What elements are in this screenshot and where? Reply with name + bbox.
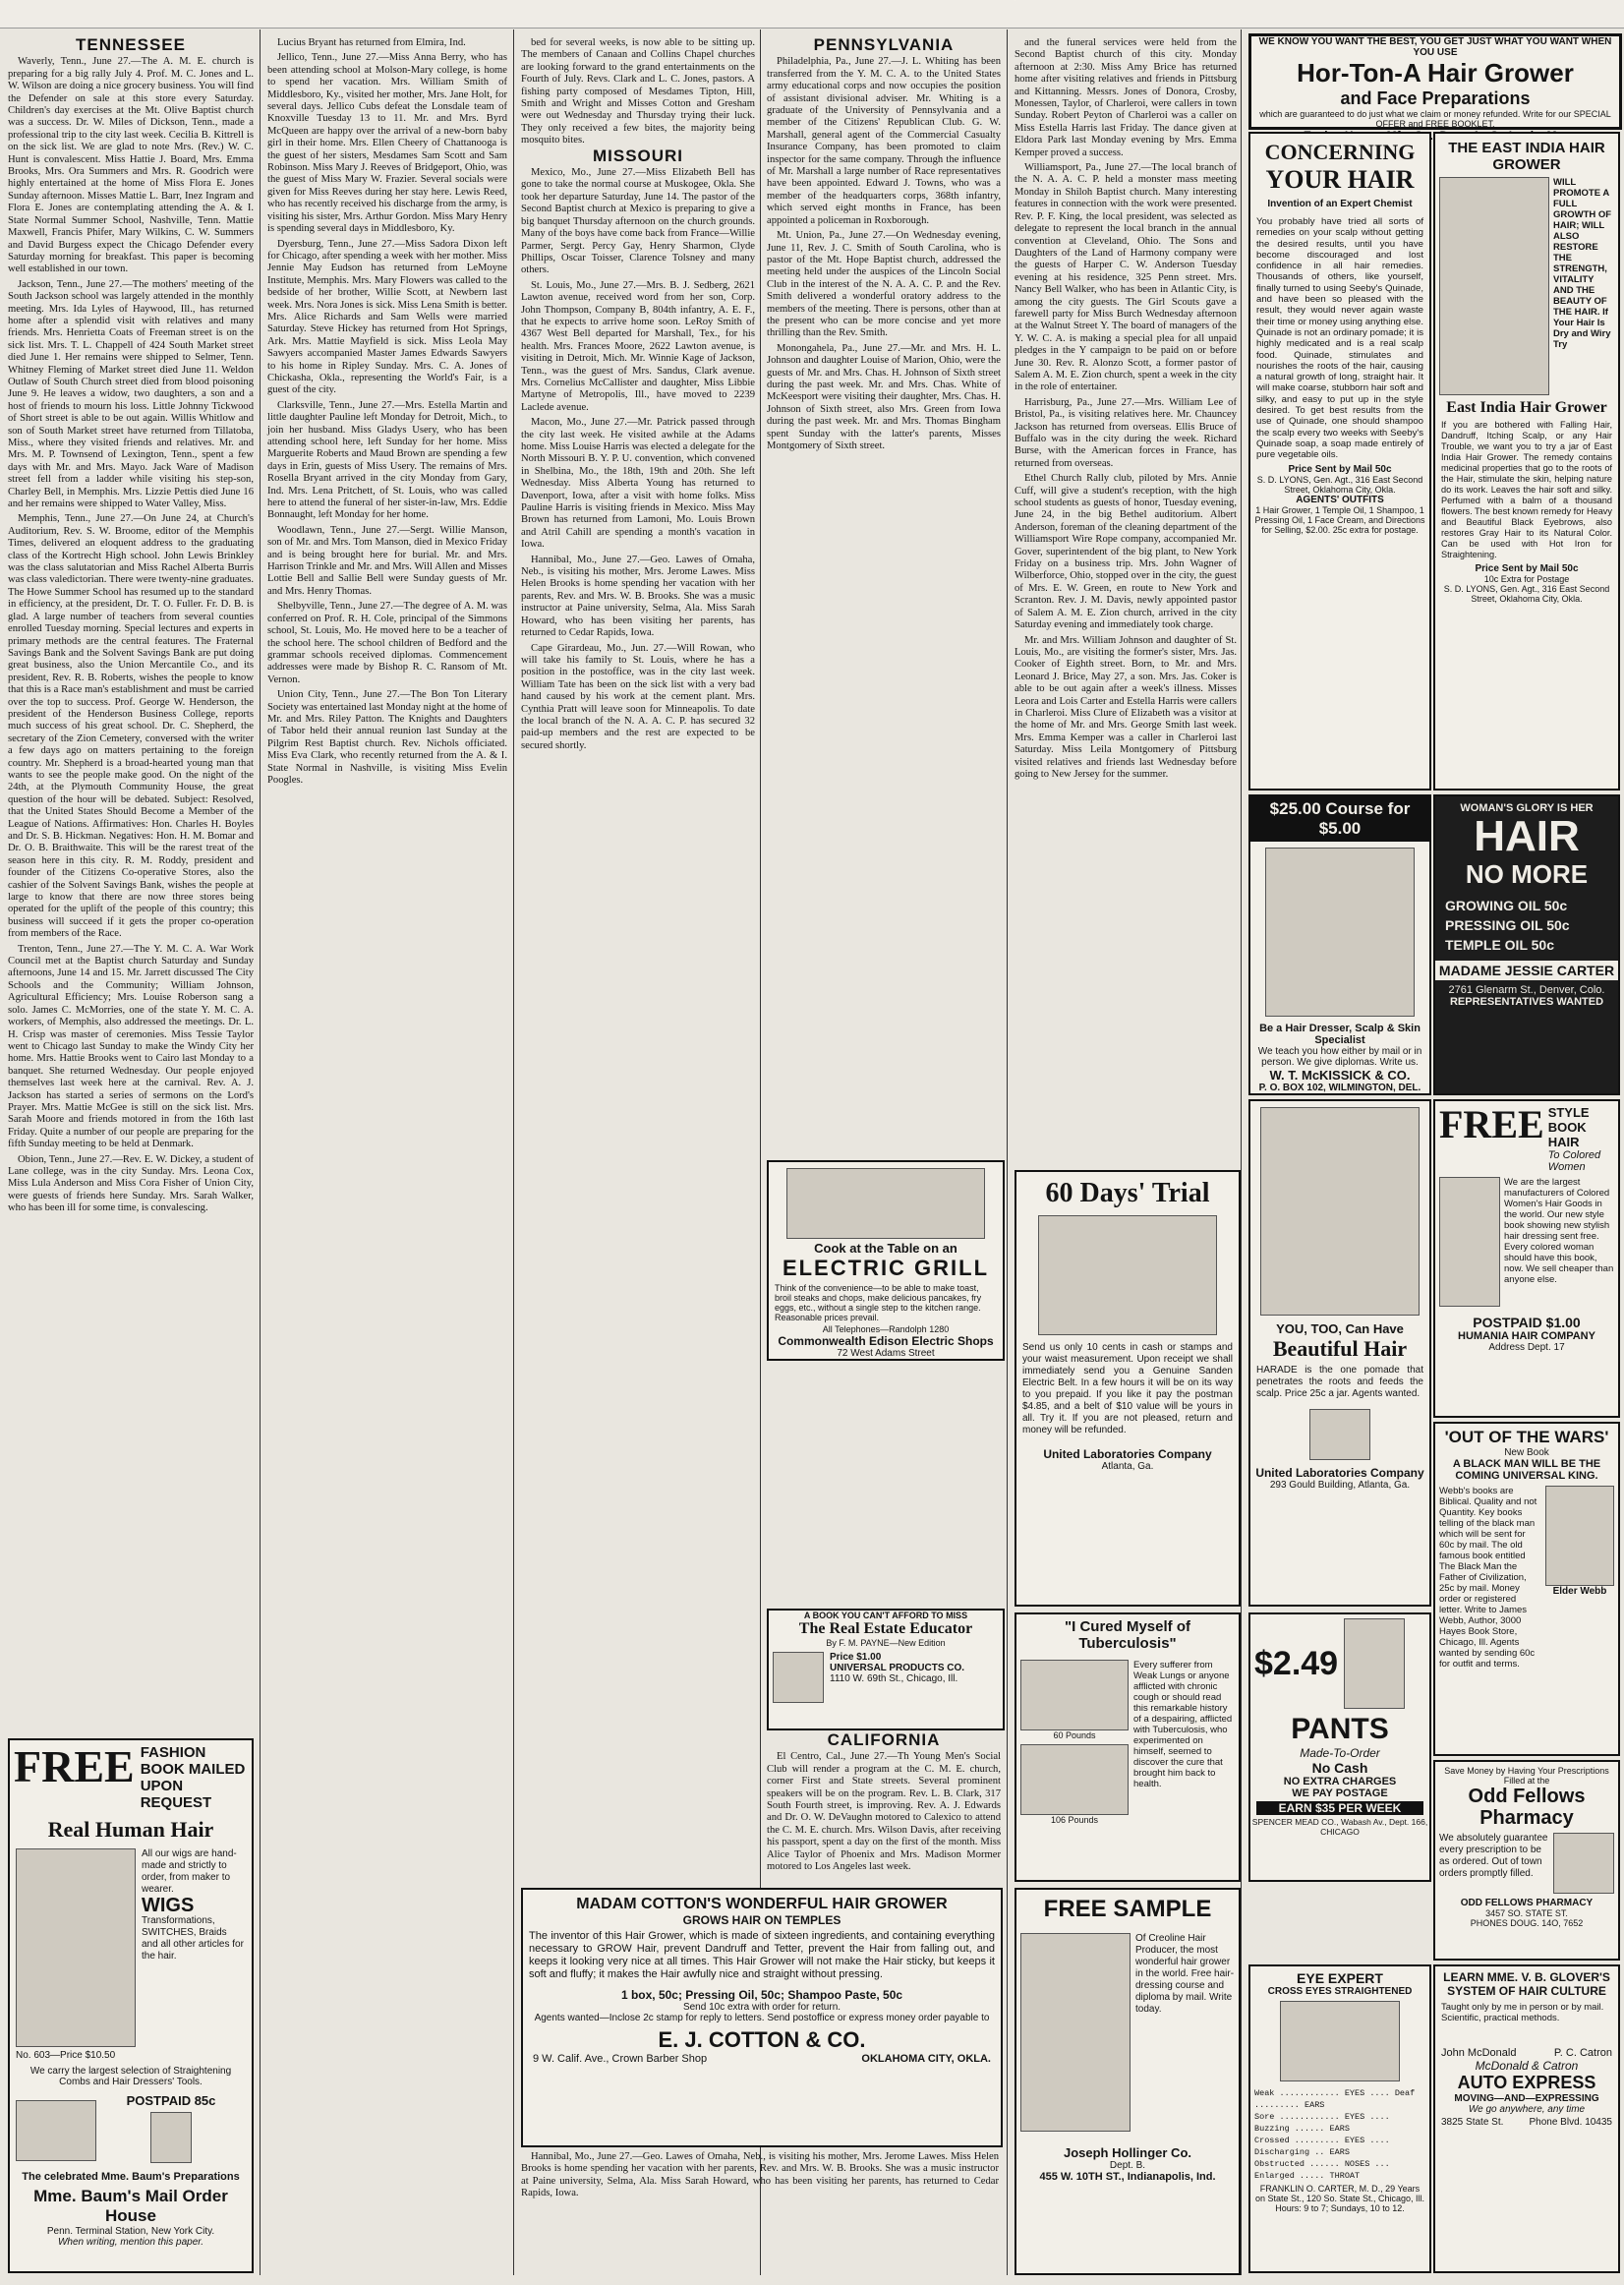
ad-hor-ton-a xyxy=(1248,33,1622,130)
ad-re-title: The Real Estate Educator xyxy=(798,1620,973,1637)
ad-concerning-title1: CONCERNING xyxy=(1264,140,1416,164)
ad-wars-title: 'OUT OF THE WARS' xyxy=(1444,1428,1609,1446)
ad-cotton-address: 9 W. Calif. Ave., Crown Barber Shop xyxy=(533,2053,708,2065)
ad-grill-phone: All Telephones—Randolph 1280 xyxy=(822,1324,950,1334)
news-paragraph: bed for several weeks, is now able to be sitting up. The members of Canaan and Collins Chapel churches are looking forward to the grand entertainments on the Fourth of July. Revs. Clark and L. C. Jones, pastors. A fishing party composed of Mesdames Tipton, Hill, Smith and Wright and Misses Cotton and Gresham were out Wednesday and Thursday trying their luck. They only received a few bites, the majority being mosquito bites. xyxy=(521,37,755,146)
ad-sample-body: Of Creoline Hair Producer, the most wonderful hair grower in the world. Free hair-dressing course and diploma by mail. Write today. xyxy=(1135,1933,1235,2015)
ad-trial-title: 60 Days' Trial xyxy=(1045,1178,1210,1208)
news-paragraph: Lucius Bryant has returned from Elmira, Ind. xyxy=(277,37,466,48)
ad-concerning-price: Price Sent by Mail 50c xyxy=(1288,463,1392,475)
ad-pants xyxy=(1248,1612,1431,1882)
book-image xyxy=(773,1652,824,1703)
ad-course-tag: Be a Hair Dresser, Scalp & Skin Specialist xyxy=(1259,1023,1421,1046)
news-paragraph: Ethel Church Rally club, piloted by Mrs. Annie Cuff, will give a student's reception, with the high school students as guests of honor, Tuesday evening, June 24, in the big Bethel auditorium. Albert Anderson, foreman of the cleaning department of the Williamsport Wire Rope company, accompanied Mr. Gover, superintendent of the big plant, to New York Friday on a business trip. Mrs. John Wagner of Wilberforce, Ohio, stopped over in the city, the guest of Mrs. E. W. Green, en route to New York and Scranton. Rev. J. M. Davis, newly appointed pastor of Salem A. M. E. Zion church, arrived in the city Saturday evening and immediately took charge. xyxy=(1015,473,1237,631)
ad-re-author: By F. M. PAYNE—New Edition xyxy=(826,1638,946,1648)
section-heading-missouri: MISSOURI xyxy=(592,146,684,165)
ad-fashion-title: FASHION BOOK MAILED UPON REQUEST xyxy=(140,1744,246,1811)
ad-price-note: No. 603—Price $10.50 xyxy=(16,2050,116,2061)
ad-wars-body: Webb's books are Biblical. Quality and not Quantity. Key books telling of the black man which will be sent for 60c by mail. The old famous book entitled The Black Man the Father of Civilization, 25c by mail. Money order or registered letter. Write to James Webb, Author, 3000 Hayes Book Store, Chicago, Ill. Agents wanted by sending 60c for outfit and terms. xyxy=(1439,1486,1537,1670)
ad-wigs-label: WIGS xyxy=(142,1895,195,1916)
ad-baum-company: Mme. Baum's Mail Order House xyxy=(33,2187,228,2225)
ad-wars-tagline: A BLACK MAN WILL BE THE COMING UNIVERSAL KING. xyxy=(1452,1458,1601,1482)
ad-catron-line: We go anywhere, any time xyxy=(1468,2104,1586,2115)
ad-concerning-title2: YOUR HAIR xyxy=(1265,165,1415,194)
ad-catron-name: John McDonald xyxy=(1441,2047,1517,2059)
ad-carter-address: 2761 Glenarm St., Denver, Colo. xyxy=(1448,984,1605,996)
news-paragraph: Mr. and Mrs. William Johnson and daughter of St. Louis, Mo., are visiting the former's sister, Mrs. Jas. Cooker of Eighth street. Born, to Mr. and Mrs. Leonard J. Brice, May 27, a son. Mrs. Jas. Coker is able to be out again after a week's illness. Misses Leora and Lois Carter and Estella Harris were callers in Charleroi. Miss Clure of Elizabeth was a visitor at the home of Mr. and Mrs. George Smith last week. Mrs. Emma Kemper was a caller in Charleroi last Saturday. Miss Leila Montgomery of Pittsburg visited relatives and friends last Wednesday before going to New Jersey for the summer. xyxy=(1015,634,1237,780)
ad-horton-subtitle: and Face Preparations xyxy=(1340,88,1531,108)
ad-beautiful-body: HARADE is the one pomade that penetrates the roots and feeds the scalp. Price 25c a jar. Agents wanted. xyxy=(1256,1365,1423,1399)
news-paragraph: Union City, Tenn., June 27.—The Bon Ton Literary Society was entertained last Monday night at the home of Mr. and Mrs. Riley Patton. The Knights and Daughters of Tabor held their annual reunion last Sunday at the Pilgrim Rest Baptist church. Rev. Nichols officiated. Miss Eva Clark, who recently returned from the A. & I. State Normal in Nashville, is visiting Miss Evelin Poogles. xyxy=(267,689,507,786)
ad-tb-label: 106 Pounds xyxy=(1050,1815,1099,1825)
news-paragraph: El Centro, Cal., June 27.—Th Young Men's Social Club will render a program at the C. M. E. church, corner First and State streets. Several prominent speakers will be on the program. Rev. L. B. Clark, 317 South Fourth street, is improving. Rev. A. J. Edwards and Dr. O. W. DeVaughn motored to Calexico to attend the C. M. E. church. Mrs. Wilson Davis, after receiving his passport, spent a day on the first of the month. Miss Alice Taylor of Phoenix and Mrs. Madison Mormer motored to Los Angeles last week. xyxy=(767,1751,1001,1873)
ad-odd-address: 3457 SO. STATE ST. xyxy=(1485,1908,1568,1918)
ad-mme-baum xyxy=(8,1738,254,2273)
ad-cotton-title: MADAM COTTON'S WONDERFUL HAIR GROWER xyxy=(576,1896,948,1912)
ad-cotton-body: The inventor of this Hair Grower, which is made of sixteen ingredients, and containing everything necessary to GROW Hair, prevent Dandruff and Tetter, prevent the Hair from falling out, and keeps it looking very nice at all times. This Hair Grower will not make the Hair sticky, but keeps it soft and fluffy; it makes the Hair awfully nice and straight without pressing. xyxy=(529,1930,995,1980)
woman-portrait-image xyxy=(1260,1107,1420,1316)
ad-eye-row: Obstructed ...... NOSES ... Enlarged ..... THROAT xyxy=(1254,2159,1390,2181)
column-3-bottom xyxy=(521,2151,999,2269)
section-heading-california: CALIFORNIA xyxy=(827,1730,941,1749)
ad-eye-title: EYE EXPERT xyxy=(1297,1970,1383,1986)
news-paragraph: Jellico, Tenn., June 27.—Miss Anna Berry, who has been attending school at Molson-Mary college, is home to spend her vacation. Mrs. William Smith of Middlesboro, Ky., visited her mother, Mrs. Jane Holt, for several days. Jellico Cubs defeat the Lonsdale team of Knoxville Tuesday 13 to 11. Mr. and Mrs. Byrd McQueen are happy over the arrival of a new-born baby girl in their home. Mrs. Ellen Cheery of Chattanooga is the guest of her sisters, Mesdames Sam Scott and Sam Robinson. Miss Mary J. Reeves of Bridgeport, Ohio, was the guest of Miss Mary W. Frazier. Several socials were given for Miss Reeves during her stay here. Lewis Reed, who has recently received his discharge from the army, is visiting his sister, Mrs. Arthur Gordon. Miss Mary Henry is spending several days in Middlesboro, Ky. xyxy=(267,52,507,235)
healthy-man-image xyxy=(1020,1744,1129,1815)
ad-pants-nocash: No Cash xyxy=(1311,1760,1368,1776)
ad-carter-top: WOMAN'S GLORY IS HER xyxy=(1460,802,1594,814)
ad-pants-price: $2.49 xyxy=(1254,1644,1339,1682)
ad-madam-cotton xyxy=(521,1888,1003,2147)
ad-eye-row: Crossed ......... EYES .... Discharging .. EARS xyxy=(1254,2136,1390,2157)
ad-glover-title: LEARN MME. V. B. GLOVER'S SYSTEM OF HAIR CULTURE xyxy=(1443,1970,1610,1998)
ad-catron-express-sub: MOVING—AND—EXPRESSING xyxy=(1454,2093,1599,2104)
ad-cotton-agents: Agents wanted—Inclose 2c stamp for reply to letters. Send postoffice or express money order payable to xyxy=(534,2013,990,2023)
news-paragraph: Trenton, Tenn., June 27.—The Y. M. C. A. War Work Council met at the Baptist church Saturday and Sunday afternoons, June 14 and 15. Mr. Jarrett discussed The City Schools and the Community; William Johnson, Agricultural Efficiency; Mrs. Louise Roberson sang a solo. James C. McMorries, one of the state Y. M. C. A. workers, of Memphis, also addressed the meetings. Dr. L. H. Crisp was master of ceremonies. Miss Tessie Taylor went to Chicago last Sunday to make the Windy City her home. Mrs. Hattie Brooks went to Cairo last Monday to a banquet. She returned Wednesday. Our people enjoyed themselves last week here at the carnival. Rev. A. J. Jackson has started a series of sermons on the Lord's Prayer. Mrs. Mattie McGee is still on the sick list. Mrs. Sarah Moore and friends motored in from the 16th last Friday. Quite a number of our people are preparing for the fifth Sunday meeting to be held at Denmark. xyxy=(8,943,254,1150)
ad-concerning-address: S. D. LYONS, Gen. Agt., 316 East Second Street, Oklahoma City, Okla. xyxy=(1256,474,1423,495)
grill-image xyxy=(786,1168,985,1239)
ad-carter-name: MADAME JESSIE CARTER xyxy=(1435,961,1618,980)
ad-electric-grill xyxy=(767,1160,1005,1361)
ad-pants-sub: Made-To-Order xyxy=(1300,1746,1380,1760)
ad-eastindia-body: If you are bothered with Falling Hair, Dandruff, Itching Scalp, or any Hair Trouble, we want you to try a jar of East India Hair Grower. The remedy contains medicinal properties that go to the roots of the Hair, stimulate the skin, helping nature do its work. Leaves the hair soft and silky. Perfumed with a balm of a thousand flowers. The best known remedy for Heavy and Beautiful Black Eyebrows, also restores Gray Hair to its Natural Color. Can be used with Hot Iron for Straightening. xyxy=(1441,420,1612,559)
ad-sample-dept: Dept. B. xyxy=(1109,2160,1146,2171)
ad-concerning-outfit: 1 Hair Grower, 1 Temple Oil, 1 Shampoo, 1 Pressing Oil, 1 Face Cream, and Directions for Selling, $2.00. 25c extra for postage. xyxy=(1254,504,1425,535)
news-paragraph: Shelbyville, Tenn., June 27.—The degree of A. M. was conferred on Prof. R. H. Cole, principal of the Simmons school, St. Louis, Mo. He moved here to be a teacher of the school here. The school children of Bedford and the grammar schools received diplomas. Commencement addresses were made by Bishop R. C. Ransom of Mt. Vernon. xyxy=(267,601,507,685)
ad-free-sample xyxy=(1015,1888,1241,2275)
news-paragraph: Clarksville, Tenn., June 27.—Mrs. Estella Martin and little daughter Pauline left Monday for Detroit, Mich., to join her husband. Miss Gladys Usery, who has been attending school here, left Sunday for her home. Miss Marguerite Roberts and Maud Brown are spending a few days in Erin, guests of Miss Usery. The remains of Mrs. Rosella Bryant arrived in the city Monday from Gary, Ind. Mrs. Lena Pritchett, of St. Louis, who was called here to attend the funeral of her sister-in-law, Mrs. Eddie Bonnaught, left Monday for her home. xyxy=(267,399,507,521)
ad-baum-footer: When writing, mention this paper. xyxy=(57,2237,204,2248)
news-paragraph: Memphis, Tenn., June 27.—On June 24, at Church's Auditorium, Rev. S. W. Broome, editor of the Memphis Times, delivered an eloquent address to the graduating class of the Kortrecht High school. John Lewis Brinkley was the class salutatorian and Miss Rachel Alberta Burris was class valedictorian. There were twenty-nine graduates. The Howe Summer School has resumed up to the standard in efficiency, at the president, Dr. T. O. Fuller. Fr. D. B. is glad. A large number of teachers from several counties enrolled Tuesday morning. Special lectures and experts in primary methods are the central features. The Fraternal Savings Bank and the Solvent Savings Bank are put doing great business, also the Union Mercantile Co., and its president, Rev. R. B. Roberts, wishes the people to know that this is a Race man's establishment and must be carried over the top to success. Prof. George W. Henderson, the president of the Henderson Business College, reports much success of his great school. Dr. C. Shepherd, the secretary of the Zion Cemetery, conversed with the writer a few days ago on matters pertaining to the foreign country. Mr. Shepherd is a broad-hearted young man that wants to see the people make good. On the night of the 24th, at the Plymouth Community House, the great question of the hour will be debated. Subject: Resolved, that the United States Should Become a Member of the League of Nations. Affirmatives: Hon. Charles H. Boyles and Dr. S. B. Hickman. Negatives: Hon. H. M. Bomar and Dr. O. B. Braithwaite. This will be the rarest treat of the season here in this city. R. M. Roddy, president and founder of the Citizens Co-operative Stores, also the cashier of the Solvent Savings Bank, wishes the people at large to know that there are now three stores being operated for the uplift of the people of this country; this business will succeed if it gets the proper co-operation from members of the Race. xyxy=(8,513,254,940)
ad-course-company: W. T. McKISSICK & CO. xyxy=(1269,1068,1411,1083)
ad-sample-title: FREE SAMPLE xyxy=(1043,1896,1212,1922)
ad-madame-carter xyxy=(1433,794,1620,1095)
ad-course-title: $25.00 Course for $5.00 xyxy=(1250,796,1429,842)
ad-eye-sub: CROSS EYES STRAIGHTENED xyxy=(1267,1986,1413,1997)
ad-horton-top: WE KNOW YOU WANT THE BEST, YOU GET JUST WHAT YOU WANT WHEN YOU USE xyxy=(1258,36,1612,58)
section-heading-tennessee: TENNESSEE xyxy=(76,35,186,54)
ad-re-company: UNIVERSAL PRODUCTS CO. xyxy=(830,1663,965,1673)
electric-belt-image xyxy=(1038,1215,1217,1335)
news-paragraph: Dyersburg, Tenn., June 27.—Miss Sadora Dixon left for Chicago, after spending a week with her mother. Miss Jennie May Eudson has returned from LeMoyne Institute, Memphis. Mrs. Mary Flowers was called to the bedside of her brother, Willie Scott, at Newbern last week. Mrs. Nora Jones is sick. Miss Lena Smith is better. Mrs. Alice Richards and Sam Wells were married Saturday. Steve Hickey has returned from Hot Springs, Ark. Mrs. Mattie Mayfield is sick. Miss Leola May Sawyers accompanied Master James Edwards Sawyers to his home in Ripley Sunday. Mrs. C. A. Jones of Chickasha, Okla., representing the World's Fair, is a guest of the city. xyxy=(267,238,507,396)
ad-pants-postage: WE PAY POSTAGE xyxy=(1292,1787,1388,1799)
ad-baum-address: Penn. Terminal Station, New York City. xyxy=(46,2226,215,2237)
ad-trial-address: Atlanta, Ga. xyxy=(1101,1461,1154,1472)
ad-grill-company: Commonwealth Edison Electric Shops xyxy=(778,1334,994,1348)
ad-wig-body: All our wigs are hand-made and strictly to order, from maker to wearer. xyxy=(142,1848,237,1895)
ad-carter-title: HAIR xyxy=(1474,812,1580,860)
ad-tools-line: We carry the largest selection of Straightening Combs and Hair Dressers' Tools. xyxy=(29,2066,232,2087)
ad-concerning-sub: Invention of an Expert Chemist xyxy=(1267,199,1413,209)
news-paragraph: and the funeral services were held from the Second Baptist church of this city. Monday afternoon at 2:30. Miss Amy Brice has returned home after visiting relatives and friends in Pittsburg and Kittanning. Messrs. Jones of Donora, Crosby, Monessen, Taylor, of Charleroi, were callers in town Sunday. Robert Peyton of Charleroi was a caller on Miss Estella Harris last Friday. The dance given at Eldora Park last Monday evening by Mrs. Emma Kemper proved a success. xyxy=(1015,37,1237,158)
ad-postpaid: POSTPAID 85c xyxy=(126,2093,216,2108)
news-paragraph: Williamsport, Pa., June 27.—The local branch of the N. A. A. C. P. held a monster mass meeting Monday in Shiloh Baptist church. Many interesting features in connection with the work were presented. Rev. P. F. King, the local president, was selected as delegate to represent the local branch in the annual convention at Cleveland, Ohio. The Sons and Daughters of the Land of Harmony company were the guests of Harper C. W. Anderson Tuesday evening at his residence, 325 Penn street. Mrs. Nancy Bell Walker, who has been in Atlantic City, is among the city guests. The Girl Scouts gave a farewell party for Miss Burch Wednesday afternoon at the Walnut Street Y. The board of managers of the Y. W. C. A. is making a special plea for all unpaid pledges in the Y campaign to be paid on or before June 30. Rev. R. Alonzo Scott, a former pastor of Salem A. M. E. Zion church, spent a week in the city in the role of entertainer. xyxy=(1015,162,1237,393)
ad-course-body: We teach you how either by mail or in person. We give diplomas. Write us. xyxy=(1257,1046,1422,1068)
ad-horton-line: which are guaranteed to do just what we claim or money refunded. Write for our SPECIAL OFFER and FREE BOOKLET. xyxy=(1259,109,1611,129)
news-paragraph: Woodlawn, Tenn., June 27.—Sergt. Willie Manson, son of Mr. and Mrs. Tom Manson, died in Mexico Friday and is being brought here for burial. Mr. and Mrs. Harrison Trinkle and Mr. and Mrs. Will Allen and Misses Lottie Bell and Sallie Bell were Sunday guests of Mr. and Mrs. Henry Thomas. xyxy=(267,524,507,597)
news-paragraph: Monongahela, Pa., June 27.—Mr. and Mrs. H. L. Johnson and daughter Louise of Marion, Ohio, were the guests of Mr. and Mrs. Chas. H. Johnson of Sixth street during the past week. Mr. and Mrs. Chas. White of McKeesport were visiting their daughter, Mrs. Chas. H. Johnson of Sixth street, also Mrs. Green from Iowa during the past week. Mr. and Mrs. Thomas Bingham spent Sunday with the latter's parents, Misses Montgomery of Sixth street. xyxy=(767,342,1001,451)
ad-style-sub: To Colored Women xyxy=(1547,1149,1601,1173)
ad-free-style-book xyxy=(1433,1099,1620,1418)
ad-trial-body: Send us only 10 cents in cash or stamps and your waist measurement. Upon receipt we shall immediately send you a Genuine Sanden Electric Belt. In a few hours it will be on its way to you prepaid. If you like it pay the postman $4.85, and a belt of $10 value will be yours in all. Try it. If you are not pleased, return and money will be refunded. xyxy=(1022,1342,1233,1435)
california-section xyxy=(767,1732,1001,1880)
ad-odd-top: Save Money by Having Your Prescriptions Filled at the xyxy=(1444,1766,1609,1786)
column-2 xyxy=(267,37,507,2271)
news-paragraph: Macon, Mo., June 27.—Mr. Patrick passed through the city last week. He visited awhile at the Adams home. Miss Louise Harris was elected a delegate for the North Missouri B. Y. P. U. convention, which convened in Shelbina, Mo., the 18th, 19th and 20th. She left Wednesday. Miss Alberta Young has returned to Davenport, Iowa, after a visit with home folks. Miss Pauline Harris is visiting friends in Mexico. Miss May Brown has returned from Lamoni, Mo. Louis Brown and Atril Cahill are spending a month's vacation in Iowa. xyxy=(521,417,755,551)
ad-style-body: We are the largest manufacturers of Colored Women's Hair Goods in the world. Our new style book showing new stylish hair dressing sent free. Every colored woman should have this book, now. We sell cheaper than anyone else. xyxy=(1504,1177,1614,1285)
ad-cotton-extra: Send 10c extra with order for return. xyxy=(682,2002,841,2013)
ad-east-india xyxy=(1433,132,1620,791)
ad-carter-nomore: NO MORE xyxy=(1465,859,1589,889)
ad-eastindia-side: WILL PROMOTE A FULL GROWTH OF HAIR; WILL ALSO RESTORE THE STRENGTH, VITALITY AND THE BEAUTY OF THE HAIR. If Your Hair Is Dry and Wiry Try xyxy=(1553,177,1612,350)
ad-course-address: P. O. BOX 102, WILMINGTON, DEL. xyxy=(1258,1083,1421,1093)
ad-grill-address: 72 West Adams Street xyxy=(837,1348,935,1359)
ad-beautiful-hair xyxy=(1248,1099,1431,1607)
news-paragraph: St. Louis, Mo., June 27.—Mrs. B. J. Sedberg, 2621 Lawton avenue, received word from her son, Corp. John Thompson, Company B, 804th infantry, A. E. F., that he expects to arrive home soon. LeRoy Smith of 4367 West Bell departed for Marshall, Tex., for his health. Mrs. Frances Moore, 2622 Lawton avenue, is visiting in Detroit, Mich. Mr. Winnie Kage of Jackson, Tenn., was the guest of Mrs. Sandus, Clark avenue. Mrs. Cornelius McCallister and daughter, Miss Libbie Martyne of Metropolis, Ill., have moved to 2239 Laclede avenue. xyxy=(521,279,755,413)
ad-glover-body: Taught only by me in person or by mail. Scientific, practical methods. xyxy=(1441,2002,1604,2023)
ad-re-address: 1110 W. 69th St., Chicago, Ill. xyxy=(830,1673,958,1684)
ad-eastindia-name: East India Hair Grower xyxy=(1446,399,1607,416)
ad-60-days-trial xyxy=(1015,1170,1241,1607)
ad-eye-expert xyxy=(1248,1964,1431,2273)
ad-eastindia-address: S. D. LYONS, Gen. Agt., 316 East Second Street, Oklahoma City, Okla. xyxy=(1443,584,1610,604)
ad-cotton-company: E. J. COTTON & CO. xyxy=(658,2027,866,2052)
ad-wars-signature: Elder Webb xyxy=(1552,1586,1607,1597)
news-paragraph: Philadelphia, Pa., June 27.—J. L. Whiting has been transferred from the Y. M. C. A. to the United States army educational corps and now occupies the position of assistant divisional adviser. Mr. Whiting is a graduate of the University of Pennsylvania and a member of the Citizens' Republican Club. G. W. Marshall, general agent of the Commercial Casualty Insurance Company, has been promoted to claim inspector for the same company. Through the influence of Mr. Marshall a large number of Race representatives have been appointed. Edward J. Towns, who was a member of the headquarters corps, 368th infantry, which served eight months in France, has been appointed a policeman in Roxborough. xyxy=(767,56,1001,226)
ad-grill-top: Cook at the Table on an xyxy=(814,1241,957,1256)
ad-beautiful-address: 293 Gould Building, Atlanta, Ga. xyxy=(1269,1480,1411,1491)
news-paragraph: Hannibal, Mo., June 27.—Geo. Lawes of Omaha, Neb., is visiting his mother, Mrs. Jerome Lawes. Miss Helen Brooks is home spending her vacation with her parents, Rev. and Mrs. W. B. Brooks. She was a music instructor at Paine university, Selma, Ala. Miss Sarah Howard, who has been visiting her parents, has returned to Cedar Rapids, Iowa. xyxy=(521,2151,999,2199)
ad-carter-item: GROWING OIL 50c xyxy=(1445,898,1568,913)
ad-eastindia-title: THE EAST INDIA HAIR GROWER xyxy=(1448,140,1605,173)
ad-grill-title: ELECTRIC GRILL xyxy=(782,1256,990,1280)
hair-style-image xyxy=(1439,1177,1500,1307)
ad-trial-company: United Laboratories Company xyxy=(1043,1447,1212,1461)
ad-real-hair: Real Human Hair xyxy=(47,1817,214,1842)
ad-pants-company: SPENCER MEAD CO., Wabash Av., Dept. 166, CHICAGO xyxy=(1251,1817,1428,1837)
ad-pants-earn: EARN $35 PER WEEK xyxy=(1256,1801,1423,1815)
ad-eye-company: FRANKLIN O. CARTER, M. D., 29 Years on State St., 120 So. State St., Chicago, Ill. xyxy=(1254,2184,1425,2203)
ad-catron-express: AUTO EXPRESS xyxy=(1457,2073,1596,2092)
ad-eye-row: Sore ............ EYES .... Buzzing ...... EARS xyxy=(1254,2112,1390,2134)
column-rule xyxy=(1241,29,1242,2275)
ad-re-price: Price $1.00 xyxy=(830,1652,882,1663)
ad-glover-catron xyxy=(1433,1964,1620,2273)
ad-free-label: FREE xyxy=(14,1741,135,1791)
ad-odd-body: We absolutely guarantee every prescription to be as ordered. Out of town orders promptly filled. xyxy=(1439,1833,1548,1879)
ad-tb-label: 60 Pounds xyxy=(1053,1730,1096,1740)
news-paragraph: Hannibal, Mo., June 27.—Geo. Lawes of Omaha, Neb., is visiting his mother, Mrs. Jerome Lawes. Miss Helen Brooks is home spending her vacation with her parents, Rev. and Mrs. W. B. Brooks. She was a music instructor at Paine university, Selma, Ala. Miss Sarah Howard, who has been visiting her parents, has returned to Cedar Rapids, Iowa. xyxy=(521,554,755,639)
ad-course xyxy=(1248,794,1431,1095)
news-paragraph: Harrisburg, Pa., June 27.—Mrs. William Lee of Bristol, Pa., is visiting relatives here. Mr. Chauncey Jackson has returned from overseas. Ellis Bruce of Buffalo was in the city during the week. Richard Burse, with the American forces in France, has returned from overseas. xyxy=(1015,396,1237,469)
elder-webb-portrait xyxy=(1545,1486,1614,1586)
ad-cotton-sub: GROWS HAIR ON TEMPLES xyxy=(682,1913,841,1927)
ad-concerning-agents: AGENTS' OUTFITS xyxy=(1296,494,1384,505)
ad-horton-title: Hor-Ton-A Hair Grower xyxy=(1297,58,1574,88)
section-heading-pennsylvania: PENNSYLVANIA xyxy=(813,35,955,54)
ad-out-of-the-wars xyxy=(1433,1422,1620,1756)
ad-odd-phone: PHONES DOUG. 14O, 7652 xyxy=(1470,1918,1584,1928)
ad-eastindia-extra: 10c Extra for Postage xyxy=(1483,574,1570,584)
ad-carter-item: TEMPLE OIL 50c xyxy=(1445,937,1554,953)
ad-eye-hours: Hours: 9 to 7; Sundays, 10 to 12. xyxy=(1275,2203,1405,2213)
ad-style-free: FREE xyxy=(1439,1102,1544,1146)
ad-eastindia-price: Price Sent by Mail 50c xyxy=(1475,563,1579,574)
ad-carter-reps: REPRESENTATIVES WANTED xyxy=(1449,996,1604,1008)
ad-grill-body: Think of the convenience—to be able to make toast, broil steaks and chops, make delicious pancakes, fry eggs, etc., without a single step to the kitchen range. Reasonable prices prevail. xyxy=(775,1283,982,1322)
ad-pants-title: PANTS xyxy=(1291,1713,1389,1745)
column-rule xyxy=(1007,29,1008,2275)
ad-sample-address: 455 W. 10TH ST., Indianapolis, Ind. xyxy=(1039,2171,1216,2183)
ad-catron-phone: Phone Blvd. 10435 xyxy=(1529,2117,1612,2128)
ad-re-top: A BOOK YOU CAN'T AFFORD TO MISS xyxy=(803,1611,968,1620)
ad-beautiful-title2: Beautiful Hair xyxy=(1272,1336,1408,1361)
ad-concerning-your-hair xyxy=(1248,132,1431,791)
woman-portrait-image xyxy=(1265,848,1415,1017)
column-1 xyxy=(8,37,254,1723)
wig-portrait-image xyxy=(16,1848,136,2047)
ad-style-company: HUMANIA HAIR COMPANY xyxy=(1458,1330,1595,1342)
news-paragraph: Cape Girardeau, Mo., Jun. 27.—Will Rowan, who will take his family to St. Louis, where he has a position in the postoffice, was in the city last week. William Tate has been on the sick list with a very bad hand caused by his work at the cement plant. Mrs. Cynthia Pratt will leave soon for Minneapolis. To date the local branch of the N. A. A. C. P. has secured 32 paid-up members and the rest are expected to be secured shortly. xyxy=(521,642,755,751)
column-5 xyxy=(1015,37,1237,1164)
bottle-image xyxy=(150,2112,192,2163)
news-paragraph: Jackson, Tenn., June 27.—The mothers' meeting of the South Jackson school was largely attended in the monthly meeting. Mrs. Ida Lyles of Haywood, Ill., has returned home after a splendid visit with relatives and many friends. Mrs. Henrietta Coats of Freeman street is on the sick list. Mrs. T. L. Chappell of 424 South Market street died June 1. Her remains were shipped to Selmer, Tenn. Whitney Fleming of Market street died June 11. Weldon Outlaw of South Church street died from blood poisoning June 9. He leaves a widow, two daughters, a son and a host of friends to mourn his loss. Little Johnny Tickwood of Short street is able to be out again. Willis Whitlow and son of South Market street have returned from Tillatoba, Miss., where they visited friends and relatives. Mr. and Mrs. M. P. Townsend of Lexington, Tenn., spent a few days with Mr. and Mrs. Mayo. Jack Ware of Madison street fell from a ladder while visiting his step-son, Charley Bell, in Memphis. Mrs. Lizzie Pettis died June 16 and her remains were shipped to Water Valley, Miss. xyxy=(8,278,254,510)
ad-wars-sub: New Book xyxy=(1504,1447,1549,1458)
ad-concerning-body: You probably have tried all sorts of remedies on your scalp without getting the desired results, until you have become discouraged and lost confidence in all hair remedies. Thousands of others, like yourself, finally turned to using Seeby's Quinade, and have been so pleased with the result, they would never again waste their time or money using anything else. Quinade is not an ordinary pomade; it is highly medicated and is a real scalp food. Quinade, stimulates and nourishes the roots of the hair, causing a natural growth of long, straight hair. It will make coarse, stubborn hair soft and silky, and easy to put up in the style desired. To get best results from the use of Quinade, one should shampoo the scalp every two weeks with Seeby's Quinade soap, a soap made entirely of pure vegetable oils. xyxy=(1256,216,1423,461)
ad-real-estate xyxy=(767,1609,1005,1730)
ad-tb-body: Every sufferer from Weak Lungs or anyone afflicted with chronic cough or should read this remarkable history of a despairing, afflicted with Tuberculosis, who experimented on himself, seemed to discover the cure that brought him back to health. xyxy=(1133,1660,1233,1789)
ad-cotton-prices: 1 box, 50c; Pressing Oil, 50c; Shampoo Paste, 50c xyxy=(620,1988,903,2002)
ad-beautiful-company: United Laboratories Company xyxy=(1255,1466,1424,1480)
ad-tb-title: "I Cured Myself of Tuberculosis" xyxy=(1065,1618,1190,1652)
eye-patient-image xyxy=(1280,2001,1400,2081)
column-rule xyxy=(260,29,261,2275)
ad-sample-company: Joseph Hollinger Co. xyxy=(1063,2145,1191,2160)
ad-wig-extra: Transformations, SWITCHES, Braids and all other articles for the hair. xyxy=(142,1915,244,1962)
ad-pants-extra: NO EXTRA CHARGES xyxy=(1283,1776,1397,1787)
woman-long-hair-image xyxy=(1439,177,1549,395)
news-paragraph: Mexico, Mo., June 27.—Miss Elizabeth Bell has gone to take the normal course at Muskogee, Okla. She took her departure Saturday, June 14. The pastor of the Second Baptist church at Mexico is preparing to give a big banquet Thursday afternoon on the church grounds. Many of the boys have come back from France—Willie Parmer, Sergt. Percy Gay, Henry Sharmon, Clyde Phillips, Oscar Toisser, Clarence Tolsney and many others. xyxy=(521,167,755,276)
page-top-band xyxy=(0,0,1624,29)
ad-eye-row: Weak ............ EYES .... Deaf ......... EARS xyxy=(1254,2088,1416,2110)
thin-man-image xyxy=(1020,1660,1129,1730)
mortar-pestle-image xyxy=(1553,1833,1614,1894)
news-paragraph: Waverly, Tenn., June 27.—The A. M. E. church is preparing for a big rally July 4. Prof. M. C. Jones and L. W. Wilson are doing a nice grocery business. You will find the Defender on sale at this store every Saturday. Children's day exercises at the Mt. Olive Baptist church was a success. Dr. W. Miles of Dickson, Tenn., made a professional trip to the city last week. Cecilia B. Kittrell is on the sick list. We are glad to note Mrs. (Rev.) W. C. Hunt is convalescent. Miss Hattie J. Board, Mrs. Emma Brooks, Mrs. Ora Summers and Mrs. R. Goodrich were highly entertained at the home of Miss Flora E. Jones Sunday afternoon. Misses Mattie L. Barr, Inez Ingram and Flora E. Jones are contemplating attending the A. & I. State Normal Summer School, Nashville, Tenn. Mattie Maxwell, Francis Phifer, Mary Wilkins, C. W. Summers and David Burgess expect the Chicago Defender every Saturday morning for breakfast. This paper is becoming well established in our town. xyxy=(8,56,254,275)
ad-style-address: Address Dept. 17 xyxy=(1488,1342,1565,1353)
ad-odd-title: Odd Fellows Pharmacy xyxy=(1468,1786,1586,1829)
ad-style-title: STYLE BOOK HAIR xyxy=(1547,1105,1590,1149)
pants-image xyxy=(1344,1618,1405,1709)
ad-tuberculosis xyxy=(1015,1612,1241,1882)
ad-beautiful-title: YOU, TOO, Can Have xyxy=(1276,1321,1404,1336)
column-rule xyxy=(513,29,514,2275)
ad-catron-address: 3825 State St. xyxy=(1441,2117,1504,2128)
ad-carter-item: PRESSING OIL 50c xyxy=(1445,917,1570,933)
ad-catron-firm: McDonald & Catron xyxy=(1475,2059,1579,2073)
column-4 xyxy=(767,37,1001,1597)
ad-baum-product: The celebrated Mme. Baum's Preparations xyxy=(22,2171,240,2183)
harade-jar-image xyxy=(1309,1409,1370,1460)
ad-style-price: POSTPAID $1.00 xyxy=(1473,1315,1581,1330)
news-paragraph: Obion, Tenn., June 27.—Rev. E. W. Dickey, a student of Lane college, was in the city Sunday. Mrs. Leona Cox, Miss Lula Anderson and Miss Cora Fisher of Union City, were guests of friends here Sunday. Mrs. Sarah Walker, who has been ill for some time, is convalescing. xyxy=(8,1153,254,1214)
news-paragraph: Mt. Union, Pa., June 27.—On Wednesday evening, June 11, Rev. J. C. Smith of South Carolina, who is pastor of the Mt. Hope Baptist church, addressed the meeting held under the auspices of the Lincoln Social Club in the interest of the N. A. A. C. P. and the Rev. Smith delivered a wonderful oratory address to the members of the meeting. There is persons, other than at the present who can be more concise and yet more thrilling than the Rev. Smith. xyxy=(767,230,1001,339)
comb-image xyxy=(16,2100,96,2161)
ad-odd-company: ODD FELLOWS PHARMACY xyxy=(1460,1898,1594,1908)
ad-odd-fellows xyxy=(1433,1760,1620,1961)
ad-catron-name: P. C. Catron xyxy=(1553,2047,1612,2059)
ad-cotton-city: OKLAHOMA CITY, OKLA. xyxy=(861,2053,991,2065)
column-3 xyxy=(521,37,755,1892)
woman-portrait-image xyxy=(1020,1933,1131,2132)
